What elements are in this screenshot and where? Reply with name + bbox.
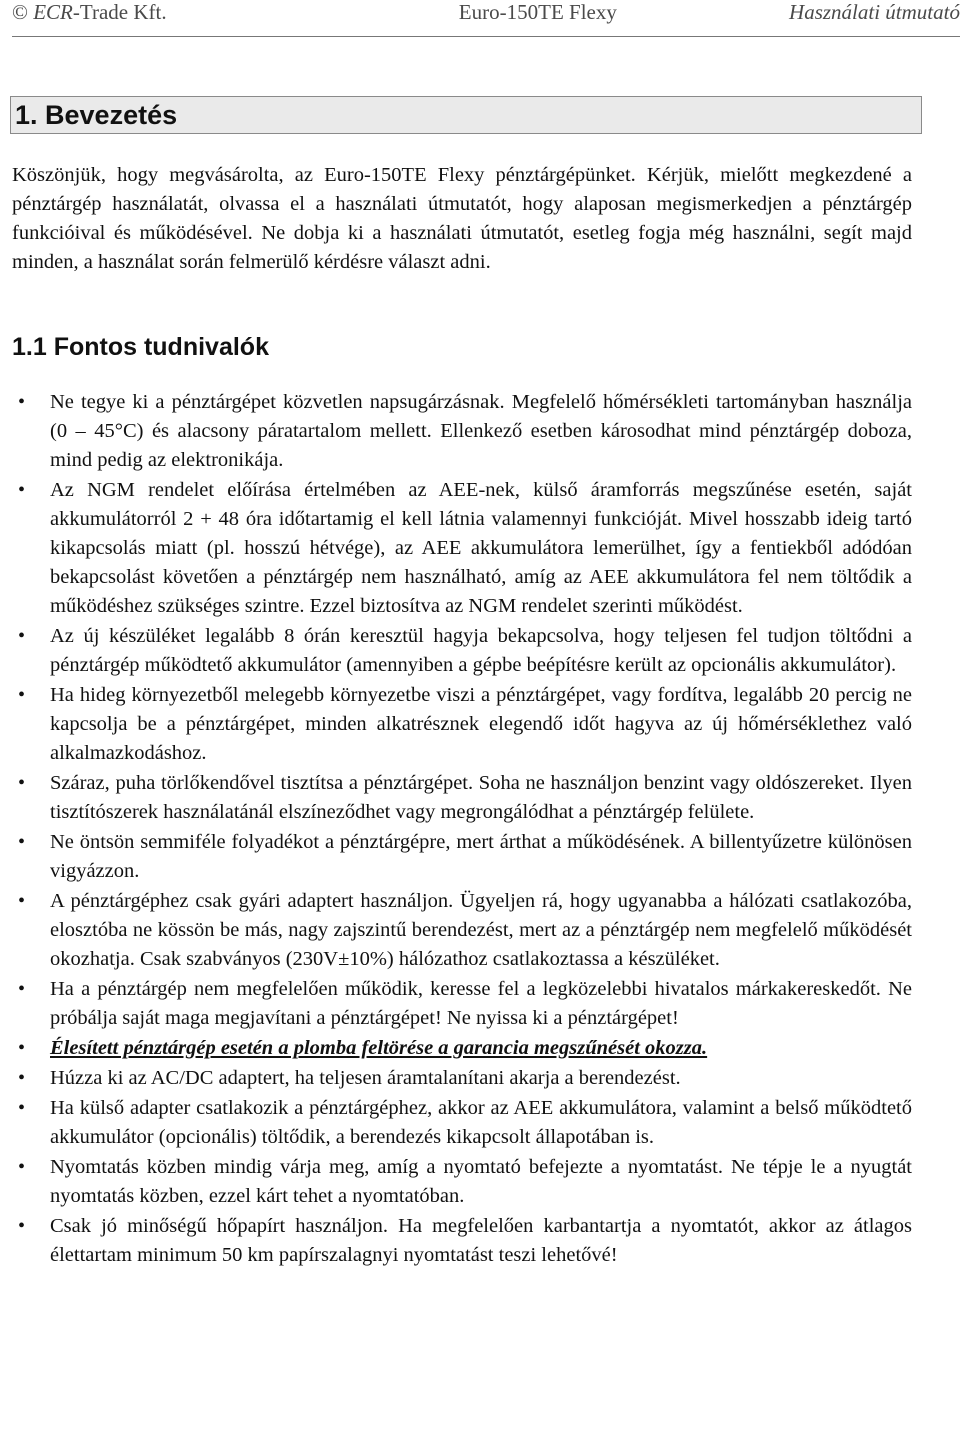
list-item-text: Ne tegye ki a pénztárgépet közvetlen napsugárzásnak. Megfelelő hőmérsékleti tartományban használja (0 – 45°C) és alacsony páratartalom mellett. Ellenkező esetben károsodhat mind pénztárgép doboza, mind pedig az elektronikája.	[50, 391, 912, 471]
list-item	[0, 1064, 912, 1093]
list-item-text: Az NGM rendelet előírása értelmében az AEE-nek, külső áramforrás megszűnése esetén, saját akkumulátorról 2 + 48 óra időtartamig el kell látnia valamennyi funkcióját. Mivel hosszabb ideig tartó kikapcsolás miatt (pl. hosszú hétvége), az AEE akkumulátora lemerülhet, így a fentiekből adódóan bekapcsolást követően a pénztárgép nem használható, amíg az AEE akkumulátora fel nem töltődik a működéshez szükséges szintre. Ezzel biztosítva az NGM rendelet szerinti működést.	[50, 479, 912, 617]
list-item	[0, 1212, 912, 1270]
list-item-text: Húzza ki az AC/DC adaptert, ha teljesen áramtalanítani akarja a berendezést.	[50, 1067, 681, 1089]
bullet-icon: •	[18, 831, 26, 853]
page-header	[12, 0, 960, 30]
bullet-icon: •	[18, 1156, 26, 1178]
list-item-text: Ha hideg környezetből melegebb környezetbe viszi a pénztárgépet, vagy fordítva, legalább 20 percig ne kapcsolja be a pénztárgépet, minden alkatrésznek elegendő időt hagyva az új hőmérséklethez való alkalmazkodáshoz.	[50, 684, 912, 764]
list-item	[0, 828, 912, 886]
list-item	[0, 769, 912, 827]
list-item-text: Nyomtatás közben mindig várja meg, amíg a nyomtató befejezte a nyomtatást. Ne tépje le a nyugtát nyomtatás közben, ezzel kárt tehet a nyomtatóban.	[50, 1156, 912, 1207]
list-item-text: Az új készüléket legalább 8 órán keresztül hagyja bekapcsolva, hogy teljesen fel tudjon töltődni a pénztárgép működtető akkumulátor (amennyiben a gépbe beépítésre került az opcionális akkumulátor).	[50, 625, 912, 676]
warranty-warning-text: Élesített pénztárgép esetén a plomba feltörése a garancia megszűnését okozza.	[50, 1037, 708, 1059]
list-item	[0, 887, 912, 974]
bullet-icon: •	[18, 1037, 26, 1059]
list-item-text: Csak jó minőségű hőpapírt használjon. Ha megfelelően karbantartja a nyomtatót, akkor az átlagos élettartam minimum 50 km papírszalagnyi nyomtatást teszi lehetővé!	[50, 1215, 912, 1266]
header-product: Euro-150TE Flexy	[458, 0, 617, 24]
list-item	[0, 1153, 912, 1211]
list-item	[0, 681, 912, 768]
bullet-icon: •	[18, 391, 26, 413]
company-name-italic: ECR	[33, 0, 73, 24]
bullet-icon: •	[18, 1097, 26, 1119]
bullet-icon: •	[18, 1067, 26, 1089]
header-divider	[12, 36, 960, 37]
header-document-title: Használati útmutató	[789, 0, 960, 24]
copyright-symbol: ©	[12, 0, 28, 24]
bullet-icon: •	[18, 684, 26, 706]
chapter-heading: 1. Bevezetés	[10, 96, 922, 134]
header-company	[12, 0, 167, 25]
bullet-icon: •	[18, 772, 26, 794]
list-item	[0, 476, 912, 621]
company-name-rest: -Trade Kft.	[72, 0, 167, 24]
list-item-text: Ha külső adapter csatlakozik a pénztárgéphez, akkor az AEE akkumulátora, valamint a belső működtető akkumulátor (opcionális) töltődik, a berendezés kikapcsolt állapotában is.	[50, 1097, 912, 1148]
bullet-icon: •	[18, 1215, 26, 1237]
list-item-text: A pénztárgéphez csak gyári adaptert használjon. Ügyeljen rá, hogy ugyanabba a hálózati csatlakozóba, elosztóba ne kössön be más, nagy zajszintű berendezést, mert az a pénztárgép nem megfelelő működését okozhatja. Csak szabványos (230V±10%) hálózathoz csatlakoztassa a készüléket.	[50, 890, 912, 970]
bullet-icon: •	[18, 978, 26, 1000]
list-item	[0, 622, 912, 680]
list-item	[0, 975, 912, 1033]
important-notes-list	[0, 388, 912, 1271]
list-item-warning	[0, 1034, 912, 1063]
intro-paragraph: Köszönjük, hogy megvásárolta, az Euro-150TE Flexy pénztárgépünket. Kérjük, mielőtt megkezdené a pénztárgép használatát, olvassa el a használati útmutatót, hogy alaposan megismerkedjen a pénztárgép funkcióival és működésével. Ne dobja ki a használati útmutatót, esetleg fogja még használni, segít majd minden, a használat során felmerülő kérdésre választ adni.	[12, 164, 912, 273]
bullet-icon: •	[18, 890, 26, 912]
list-item	[0, 1094, 912, 1152]
list-item	[0, 388, 912, 475]
list-item-text: Ne öntsön semmiféle folyadékot a pénztárgépre, mert árthat a működésének. A billentyűzetre különösen vigyázzon.	[50, 831, 912, 882]
list-item-text: Száraz, puha törlőkendővel tisztítsa a pénztárgépet. Soha ne használjon benzint vagy oldószereket. Ilyen tisztítószerek használatánál elszíneződhet vagy megrongálódhat a pénztárgép felülete.	[50, 772, 912, 823]
list-item-text: Ha a pénztárgép nem megfelelően működik, keresse fel a legközelebbi hivatalos márkakereskedőt. Ne próbálja saját maga megjavítani a pénztárgépet! Ne nyissa ki a pénztárgépet!	[50, 978, 912, 1029]
bullet-icon: •	[18, 625, 26, 647]
bullet-icon: •	[18, 479, 26, 501]
section-heading: 1.1 Fontos tudnivalók	[12, 333, 269, 361]
